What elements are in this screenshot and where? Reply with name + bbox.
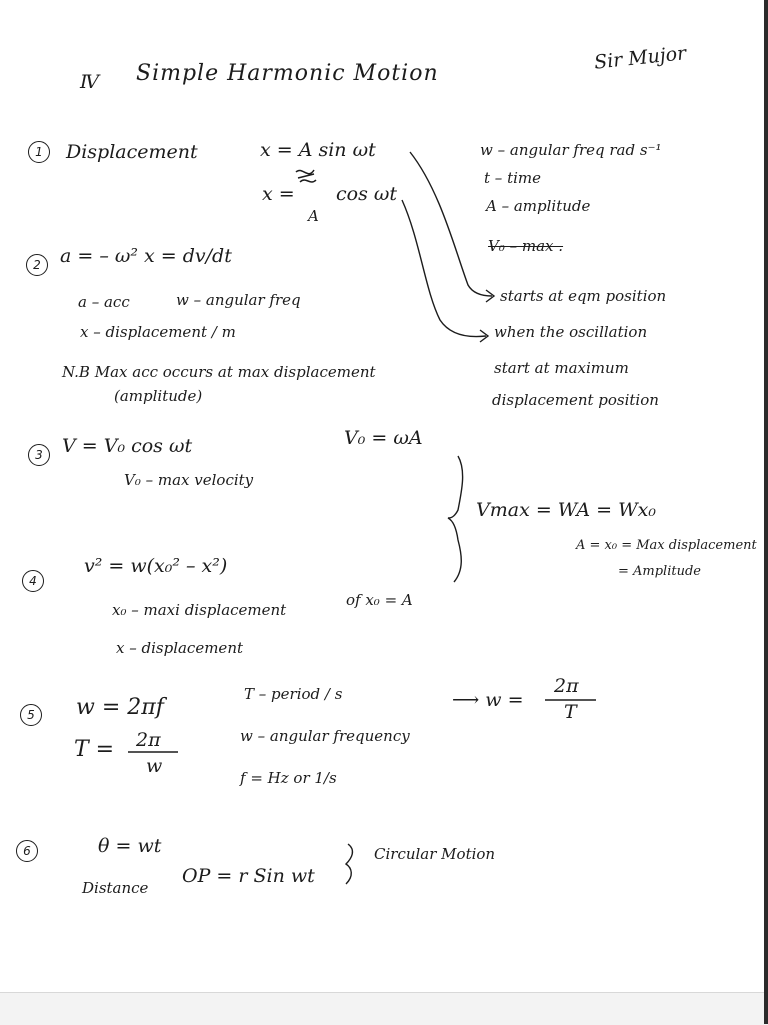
section-number-1: 1	[28, 141, 50, 163]
nb-amplitude: (amplitude)	[114, 387, 203, 405]
legend-frequency: f = Hz or 1/s	[240, 769, 337, 787]
arrow-max	[402, 200, 486, 337]
result-omega-num: 2π	[554, 675, 579, 697]
equation-op: OP = r Sin wt	[182, 865, 315, 887]
section-number-5: 5	[20, 704, 42, 726]
section-number-2: 2	[26, 254, 48, 276]
equation-period-num: 2π	[136, 729, 161, 751]
legend-vmax-struck: V₀ – max .	[488, 237, 564, 255]
note-oscillation-l2: start at maximum	[494, 359, 629, 377]
legend-time: t – time	[484, 169, 541, 187]
equation-vmax: Vmax = WA = Wx₀	[476, 499, 656, 521]
legend-angular-freq-2: w – angular freq	[176, 291, 301, 309]
legend-displacement: x – displacement / m	[80, 323, 236, 341]
brace-circular	[346, 844, 352, 884]
note-eqm-position: starts at eqm position	[500, 287, 667, 305]
equation-x-cos-rhs: cos ωt	[336, 183, 397, 205]
brace-3-4	[448, 456, 463, 582]
displacement-heading: Displacement	[66, 141, 198, 163]
scan-right-edge	[764, 0, 768, 1024]
legend-angular-freq: w – angular freq rad s⁻¹	[480, 141, 662, 159]
equation-theta: θ = wt	[98, 835, 162, 857]
legend-displacement-2: x – displacement	[116, 639, 244, 657]
legend-amplitude-l1: A = x₀ = Max displacement	[576, 538, 757, 553]
legend-acc: a – acc	[78, 293, 130, 311]
legend-period: T – period / s	[244, 685, 343, 703]
arrow-eqm	[410, 152, 492, 296]
legend-max-displacement: x₀ – maxi displacement	[112, 601, 287, 619]
legend-x0-equals-a: of x₀ = A	[346, 591, 413, 609]
note-oscillation-l1: when the oscillation	[494, 323, 648, 341]
equation-x-cos-lhs: x =	[262, 183, 295, 205]
nb-max-acc: N.B Max acc occurs at max displacement	[62, 363, 376, 381]
result-omega-lhs: ⟶ w =	[452, 689, 524, 711]
section-number-6: 6	[16, 840, 38, 862]
equation-velocity-squared: v² = w(x₀² – x²)	[84, 555, 228, 577]
equation-period-den: w	[146, 755, 163, 777]
section-mark: Ⅳ	[80, 71, 99, 93]
legend-angular-frequency: w – angular frequency	[240, 727, 410, 745]
circular-motion-label: Circular Motion	[374, 845, 496, 863]
result-omega-den: T	[564, 701, 577, 723]
equation-acceleration: a = – ω² x = dv/dt	[60, 245, 232, 267]
section-number-4: 4	[22, 570, 44, 592]
equation-x-sin: x = A sin ωt	[260, 139, 376, 161]
scribble	[296, 170, 316, 182]
signature: Sir Mujor	[593, 42, 688, 74]
distance-label: Distance	[82, 879, 149, 897]
equation-v0: V₀ = ωA	[344, 427, 423, 449]
scan-bottom-margin	[0, 992, 768, 1025]
legend-amplitude-l2: = Amplitude	[618, 564, 701, 579]
section-number-3: 3	[28, 444, 50, 466]
legend-amplitude: A – amplitude	[486, 197, 591, 215]
page-title: Simple Harmonic Motion	[136, 61, 439, 86]
equation-omega: w = 2πf	[76, 695, 164, 720]
note-oscillation-l3: displacement position	[492, 391, 659, 409]
legend-max-velocity: V₀ – max velocity	[124, 471, 254, 489]
equation-velocity: V = V₀ cos ωt	[62, 435, 193, 457]
equation-period-lhs: T =	[74, 737, 115, 762]
equation-x-cos-sub: A	[308, 207, 319, 225]
